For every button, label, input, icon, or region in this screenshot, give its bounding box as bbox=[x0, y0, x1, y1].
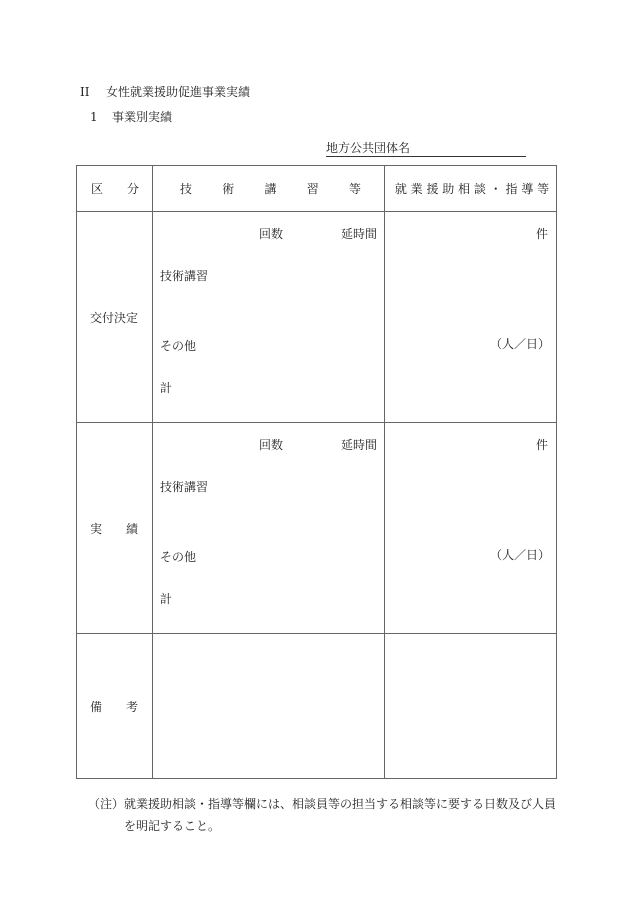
label-char: 績 bbox=[125, 522, 138, 536]
row-label-grant: 交付決定 bbox=[90, 311, 139, 325]
remarks-consult-input-area[interactable] bbox=[385, 634, 556, 778]
header-consult: 就 業 援 助 相 談 ・ 指 導 等 bbox=[394, 182, 550, 196]
remarks-training-input-area[interactable] bbox=[153, 634, 384, 778]
col-hours-label: 延時間 bbox=[341, 227, 378, 241]
row-label-results bbox=[90, 522, 138, 536]
header-char: 技 bbox=[180, 182, 193, 196]
col-count-label: 回数 bbox=[259, 438, 284, 452]
item-other: その他 bbox=[160, 550, 197, 564]
row-label-remarks bbox=[90, 700, 138, 714]
org-name-field[interactable] bbox=[326, 141, 526, 157]
footnote-label: （注） bbox=[88, 797, 125, 811]
unit-person-day: （人／日） bbox=[489, 548, 550, 562]
footnote-line1: 就業援助相談・指導等欄には、相談員等の担当する相談等に要する日数及び人員 bbox=[124, 797, 557, 811]
header-char: 分 bbox=[126, 182, 139, 196]
label-char: 考 bbox=[125, 700, 138, 714]
grant-consult-input-area[interactable] bbox=[385, 212, 556, 422]
unit-person-day: （人／日） bbox=[489, 337, 550, 351]
results-table bbox=[76, 165, 557, 779]
header-char: 講 bbox=[264, 182, 277, 196]
header-category bbox=[91, 182, 139, 196]
footnote-line2: を明記すること。 bbox=[124, 819, 221, 833]
item-other: その他 bbox=[160, 339, 197, 353]
item-total: 計 bbox=[160, 381, 173, 395]
header-training bbox=[180, 182, 361, 196]
label-char: 備 bbox=[90, 700, 103, 714]
header-char: 術 bbox=[222, 182, 235, 196]
item-total: 計 bbox=[160, 592, 173, 606]
unit-cases: 件 bbox=[535, 438, 548, 452]
subsection-title: 事業別実績 bbox=[112, 110, 173, 124]
subsection-number: 1 bbox=[90, 110, 98, 124]
grant-training-input-area[interactable] bbox=[153, 212, 384, 422]
header-char: 習 bbox=[306, 182, 319, 196]
item-training: 技術講習 bbox=[160, 269, 209, 283]
section-number: II bbox=[80, 85, 90, 99]
label-char: 実 bbox=[90, 522, 103, 536]
col-count-label: 回数 bbox=[259, 227, 284, 241]
section-heading bbox=[80, 85, 250, 99]
item-training: 技術講習 bbox=[160, 480, 209, 494]
col-hours-label: 延時間 bbox=[341, 438, 378, 452]
subsection-heading bbox=[90, 110, 172, 124]
unit-cases: 件 bbox=[535, 227, 548, 241]
header-char: 等 bbox=[348, 182, 361, 196]
section-title: 女性就業援助促進事業実績 bbox=[106, 85, 251, 99]
header-char: 区 bbox=[91, 182, 104, 196]
org-name-label: 地方公共団体名 bbox=[326, 141, 411, 155]
footnote bbox=[88, 793, 558, 837]
results-consult-input-area[interactable] bbox=[385, 423, 556, 633]
results-training-input-area[interactable] bbox=[153, 423, 384, 633]
